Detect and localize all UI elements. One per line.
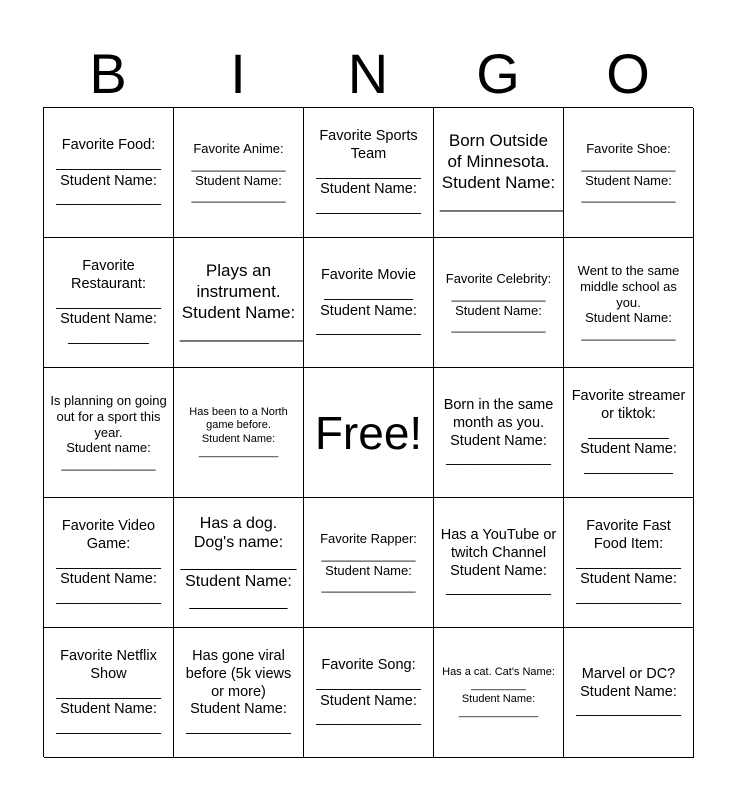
cell-text: Born in the same month as you. Student Name: _____________ <box>443 397 554 467</box>
bingo-cell[interactable] <box>434 108 564 238</box>
cell-text: Favorite Anime: _____________ Student Name: _____________ <box>191 140 286 204</box>
cell-text: Has gone viral before (5k views or more) Student Name: _____________ <box>185 648 292 736</box>
bingo-cell[interactable] <box>304 628 434 758</box>
bingo-grid <box>43 107 693 757</box>
bingo-cell[interactable] <box>174 368 304 498</box>
cell-text: Favorite Fast Food Item: _____________ Student Name: _____________ <box>576 518 681 606</box>
cell-text: Favorite Sports Team _____________ Student Name: _____________ <box>316 128 421 216</box>
cell-text: Favorite Netflix Show _____________ Student Name: _____________ <box>56 648 161 736</box>
bingo-cell[interactable] <box>564 628 694 758</box>
header-letter-o: O <box>606 42 650 105</box>
cell-text: Has a YouTube or twitch Channel Student Name: _____________ <box>440 527 557 597</box>
header-letter-b: B <box>89 42 127 105</box>
bingo-cell[interactable] <box>44 628 174 758</box>
cell-text: Marvel or DC? Student Name: _____________ <box>576 665 681 718</box>
bingo-cell[interactable] <box>304 498 434 628</box>
bingo-cell[interactable] <box>434 498 564 628</box>
cell-text: Favorite Rapper: _____________ Student Name: _____________ <box>320 530 417 594</box>
cell-text: Is planning on going out for a sport this year. Student name: _____________ <box>50 392 167 472</box>
header-letter-n: N <box>347 42 389 105</box>
cell-text: Favorite Food: _____________ Student Name: _____________ <box>56 137 161 207</box>
bingo-cell[interactable] <box>44 368 174 498</box>
cell-text: Born Outside of Minnesota. Student Name: _____________ <box>440 131 563 213</box>
cell-text: Favorite Celebrity: _____________ Student Name: _____________ <box>445 270 552 334</box>
cell-text: Went to the same middle school as you. Student Name: _____________ <box>577 262 680 342</box>
cell-text: Favorite Video Game: _____________ Student Name: _____________ <box>56 518 161 606</box>
header-letter-i: I <box>230 42 246 105</box>
bingo-cell[interactable] <box>564 108 694 238</box>
bingo-cell[interactable] <box>174 628 304 758</box>
bingo-cell-free[interactable] <box>304 368 434 498</box>
free-space-label: Free! <box>314 406 423 459</box>
cell-text: Favorite Restaurant: _____________ Student Name: __________ <box>56 258 161 346</box>
bingo-header <box>43 40 693 108</box>
bingo-cell[interactable] <box>564 238 694 368</box>
bingo-cell[interactable] <box>564 368 694 498</box>
cell-text: Has a dog. Dog's name: _____________ Student Name: ___________ <box>180 514 297 610</box>
bingo-cell[interactable] <box>304 238 434 368</box>
bingo-cell[interactable] <box>434 368 564 498</box>
cell-text: Favorite Shoe: _____________ Student Name: _____________ <box>581 140 676 204</box>
bingo-cell[interactable] <box>44 108 174 238</box>
bingo-cell[interactable] <box>174 108 304 238</box>
bingo-cell[interactable] <box>44 498 174 628</box>
bingo-cell[interactable] <box>174 498 304 628</box>
cell-text: Has been to a North game before. Student Name: _____________ <box>189 405 288 458</box>
bingo-cell[interactable] <box>44 238 174 368</box>
cell-text: Plays an instrument. Student Name: _____________ <box>180 261 303 343</box>
cell-text: Favorite Song: _____________ Student Name: _____________ <box>316 657 421 727</box>
cell-text: Favorite Movie ___________ Student Name: _____________ <box>316 267 421 337</box>
bingo-cell[interactable] <box>304 108 434 238</box>
cell-text: Has a cat. Cat's Name: _________ Student Name: _____________ <box>442 665 555 718</box>
header-letter-g: G <box>476 42 520 105</box>
bingo-cell[interactable] <box>174 238 304 368</box>
cell-text: Favorite streamer or tiktok: __________ Student Name: ___________ <box>571 388 686 476</box>
bingo-cell[interactable] <box>434 628 564 758</box>
bingo-cell[interactable] <box>564 498 694 628</box>
bingo-cell[interactable] <box>434 238 564 368</box>
